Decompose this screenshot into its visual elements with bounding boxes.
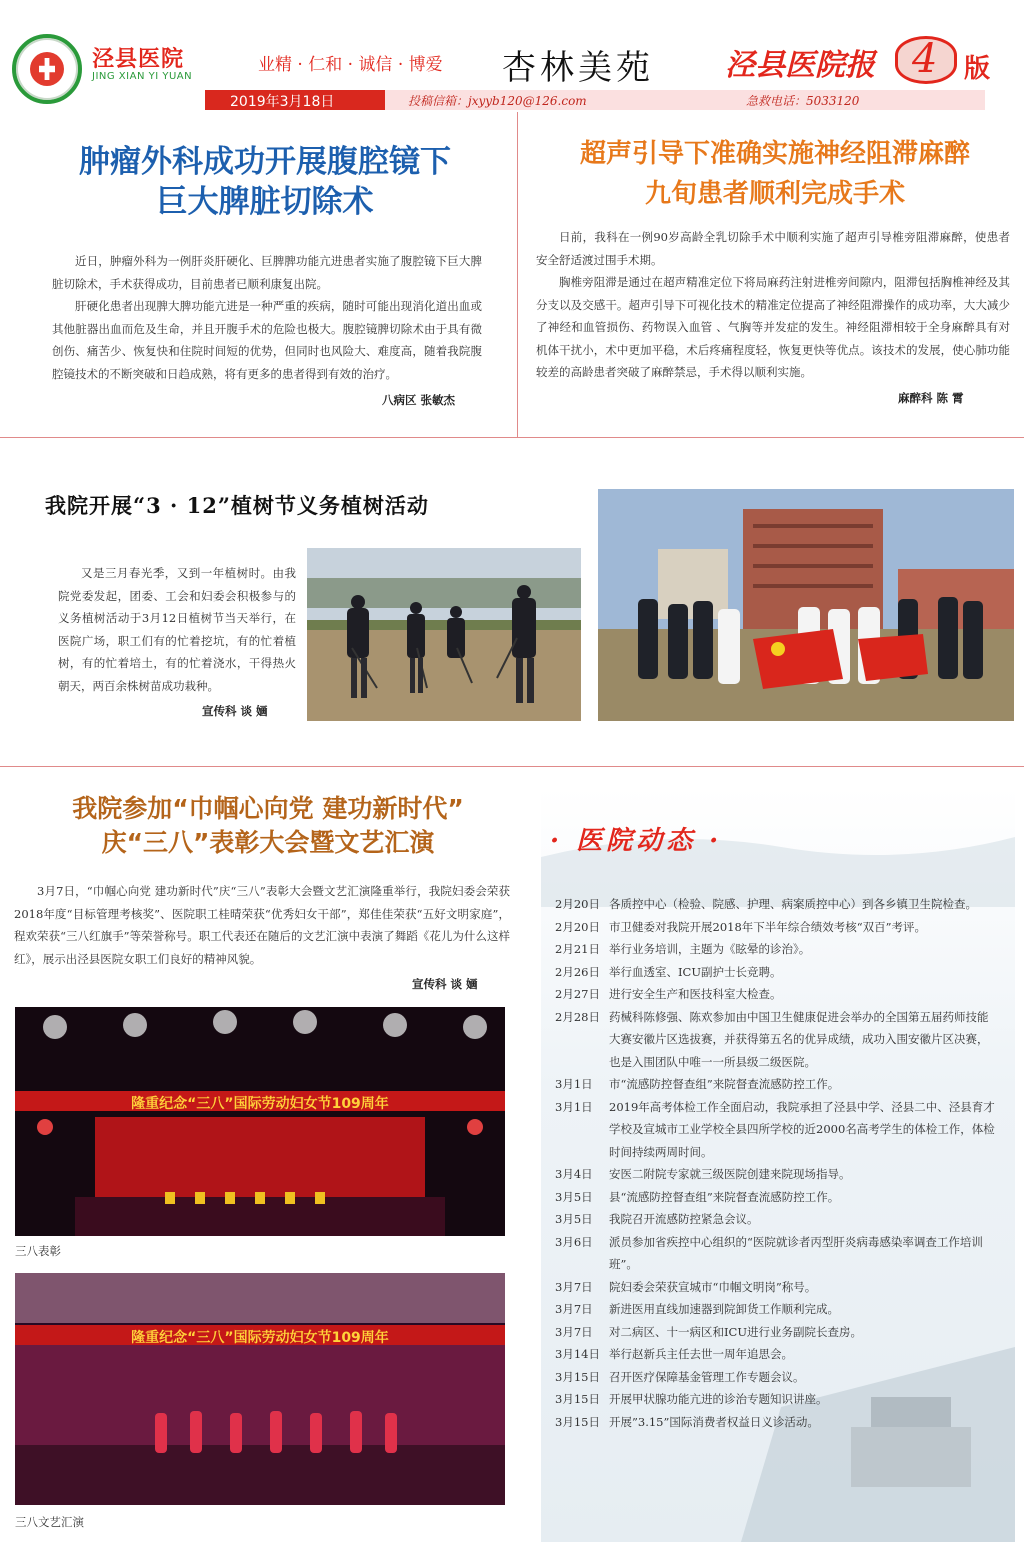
newspaper-name: 泾县医院报 — [725, 48, 875, 83]
performance-photo-caption: 三八文艺汇演 — [15, 1515, 84, 1529]
article4-title: 我院参加“巾帼心向党 建功新时代” 庆“三八”表彰大会暨文艺汇演 — [72, 794, 464, 857]
news-item-date: 3月6日 — [555, 1234, 593, 1249]
news-item-text: 举行赵新兵主任去世一周年追思会。 — [609, 1347, 793, 1361]
news-item — [555, 961, 995, 984]
news-item-date: 3月5日 — [555, 1212, 593, 1226]
news-item-date: 3月7日 — [555, 1324, 593, 1339]
news-item-text: 2019年高考体检工作全面启动，我院承担了泾县中学、泾县二中、泾县育才学校及宣城市工业学校全县四所学校的近2000名高考学生的体检工作，体检时间持续两周时间。 — [609, 1099, 995, 1159]
news-item-text: 派员参加省疾控中心组织的“医院就诊者丙型肝炎病毒感染率调查工作培训班”。 — [609, 1234, 983, 1271]
article1-byline: 八病区 张敏杰 — [382, 393, 456, 407]
article3-paragraph: 又是三月春光季，又到一年植树时。由我院党委发起，团委、工会和妇委会积极参与的义务植树活动于3月12日植树节当天举行，在医院广场，职工们有的忙着挖坑，有的忙着植树，有的忙着培土，有的忙着浇水，干得热火朝天，两百余株树苗成功栽种。 — [58, 566, 296, 693]
column-divider — [517, 112, 518, 437]
news-item-date: 2月26日 — [555, 964, 600, 979]
news-item-text: 市“流感防控督查组”来院督查流感防控工作。 — [609, 1077, 840, 1091]
article4-paragraph: 3月7日，“巾帼心向党 建功新时代”庆“三八”表彰大会暨文艺汇演隆重举行，我院妇委会荣获2018年度“目标管理考核奖”、医院职工桂晴荣获“优秀妇女干部”，郑佳佳荣获“五好文明家庭”，程欢荣获“三八红旗手”等荣誉称号。职工代表还在随后的文艺汇演中表演了舞蹈《花儿为什么这样红》，展示出泾县医院女职工们良好的精神风貌。 — [14, 884, 510, 966]
news-item-text: 对二病区、十一病区和ICU进行业务副院长查房。 — [609, 1324, 863, 1339]
news-item-text: 新进医用直线加速器到院卸货工作顺利完成。 — [609, 1302, 839, 1316]
performance-banner-text: 隆重纪念“三八”国际劳动妇女节109周年 — [131, 1330, 389, 1346]
news-item-text: 举行血透室、ICU副护士长竞聘。 — [609, 964, 782, 979]
news-item-date: 2月28日 — [555, 1009, 600, 1024]
news-item-text: 药械科陈修强、陈欢参加由中国卫生健康促进会举办的全国第五届药师技能大赛安徽片区选拔赛，并获得第五名的优异成绩，成功入围安徽片区决赛，也是入围团队中唯一一所县级二级医院。 — [609, 1009, 989, 1069]
news-item — [555, 1366, 995, 1389]
news-item — [555, 1231, 995, 1276]
article2-title: 超声引导下准确实施神经阻滞麻醉 九旬患者顺利完成手术 — [579, 139, 970, 209]
news-item-date: 2月20日 — [555, 897, 600, 911]
article4-byline: 宣传科 谈 婳 — [412, 977, 478, 991]
news-item-date: 3月1日 — [555, 1077, 593, 1091]
news-item-text: 各质控中心（检验、院感、护理、病案质控中心）到各乡镇卫生院检查。 — [609, 897, 977, 911]
news-item — [555, 1186, 995, 1209]
award-banner-text: 隆重纪念“三八”国际劳动妇女节109周年 — [131, 1096, 389, 1112]
article2-byline: 麻醉科 陈 霄 — [898, 391, 964, 405]
article1-paragraph: 近日，肿瘤外科为一例肝炎肝硬化、巨脾脾功能亢进患者实施了腹腔镜下巨大脾脏切除术，手术获得成功，目前患者已顺利康复出院。 — [52, 254, 482, 291]
news-item-date: 2月27日 — [555, 987, 600, 1001]
news-item-text: 我院召开流感防控紧急会议。 — [609, 1212, 759, 1226]
article1-paragraph: 肝硬化患者出现脾大脾功能亢进是一种严重的疾病，随时可能出现消化道出血或其他脏器出血而危及生命，并且开腹手术的危险也极大。腹腔镜脾切除术由于具有微创伤、痛苦少、恢复快和住院时间短的优势，但同时也风险大、难度高，随着我院腹腔镜技术的不断突破和日趋成熟，将有更多的患者得到有效的治疗。 — [52, 299, 482, 381]
news-item — [555, 1096, 995, 1164]
news-item-date: 3月7日 — [555, 1279, 593, 1294]
article3-body — [58, 562, 296, 697]
article2-body — [536, 226, 1010, 384]
news-item-text: 开展”3.15”国际消费者权益日义诊活动。 — [609, 1414, 819, 1429]
news-item-date: 3月1日 — [555, 1099, 593, 1114]
news-item-date: 3月5日 — [555, 1189, 593, 1204]
news-item-text: 开展甲状腺功能亢进的诊治专题知识讲座。 — [609, 1392, 828, 1406]
news-item — [555, 1006, 995, 1074]
article1-body — [52, 250, 482, 385]
news-item — [555, 1298, 995, 1321]
news-item-date: 2月20日 — [555, 919, 600, 934]
news-item-text: 院妇委会荣获宣城市“巾帼文明岗”称号。 — [609, 1279, 817, 1294]
tree-planting-group-scene — [598, 489, 1014, 721]
emergency-hotline: 急救电话：5033120 — [746, 94, 860, 108]
hospital-pinyin: JING XIAN YI YUAN — [92, 71, 193, 82]
tree-planting-photo-digging — [307, 548, 581, 721]
news-item-text: 安医二附院专家就三级医院创建来院现场指导。 — [609, 1167, 851, 1181]
edition-suffix: 版 — [964, 54, 991, 84]
news-item — [555, 938, 995, 961]
news-item — [555, 916, 995, 939]
hospital-name: 泾县医院 — [92, 47, 185, 72]
section-divider — [0, 437, 1024, 438]
news-item-text: 举行业务培训，主题为《眩晕的诊治》。 — [609, 942, 811, 956]
hospital-motto: 业精 · 仁和 · 诚信 · 博爱 — [258, 55, 443, 75]
article4-body — [14, 880, 510, 970]
issue-date: 2019年3月18日 — [230, 94, 335, 110]
news-list — [555, 893, 995, 1433]
award-ceremony-stage — [15, 1007, 505, 1236]
tree-planting-group-photo — [598, 489, 1014, 721]
news-item-date: 3月15日 — [555, 1392, 600, 1406]
news-item — [555, 1163, 995, 1186]
news-item — [555, 1343, 995, 1366]
edition-number: 4 — [912, 36, 938, 82]
news-item — [555, 1411, 995, 1434]
news-item-date: 3月15日 — [555, 1414, 600, 1429]
article3-title: 我院开展“3 · 12”植树节义务植树活动 — [45, 493, 429, 518]
news-item-text: 进行安全生产和医技科室大检查。 — [609, 987, 782, 1001]
section-divider — [0, 766, 1024, 767]
women-day-performance-photo — [15, 1273, 505, 1505]
news-section-title: · 医院动态 · — [550, 826, 723, 856]
news-item-date: 3月15日 — [555, 1369, 600, 1384]
hospital-logo — [12, 34, 82, 104]
news-item — [555, 1208, 995, 1231]
news-item-date: 3月4日 — [555, 1167, 593, 1181]
news-item-date: 3月7日 — [555, 1302, 593, 1316]
women-day-award-photo — [15, 1007, 505, 1236]
news-item — [555, 893, 995, 916]
submission-email: 投稿信箱：jxyyb120@126.com — [408, 94, 587, 108]
award-photo-caption: 三八表彰 — [15, 1244, 61, 1258]
article1-title: 肿瘤外科成功开展腹腔镜下 巨大脾脏切除术 — [79, 144, 451, 220]
article2-paragraph: 日前，我科在一例90岁高龄全乳切除手术中顺利实施了超声引导椎旁阻滞麻醉，使患者安全舒适渡过围手术期。 — [536, 230, 1010, 267]
news-item-date: 2月21日 — [555, 942, 600, 956]
column-name: 杏林美苑 — [502, 48, 654, 88]
dance-performance-stage — [15, 1273, 505, 1505]
article2-paragraph: 胸椎旁阻滞是通过在超声精准定位下将局麻药注射进椎旁间隙内，阻滞包括胸椎神经及其分支以及交感干。超声引导下可视化技术的精准定位提高了神经阻滞操作的成功率，大大减少了神经和血管损伤、药物误入血管 、气胸等并发症的发生。神经阻滞相较于全身麻醉具有对机体干扰小，术中更加平稳，术后疼痛程度轻，恢复更快等优点。该技术的发展，使心肺功能较差的高龄患者突破了麻醉禁忌，手术得以顺利实施。 — [536, 275, 1010, 379]
news-item-date: 3月14日 — [555, 1347, 600, 1361]
news-item — [555, 1321, 995, 1344]
news-item — [555, 1388, 995, 1411]
news-item-text: 市卫健委对我院开展2018年下半年综合绩效考核“双百”考评。 — [609, 919, 927, 934]
news-item — [555, 1073, 995, 1096]
article3-byline: 宣传科 谈 婳 — [202, 704, 268, 718]
news-item — [555, 983, 995, 1006]
tree-planting-digging-scene — [307, 548, 581, 721]
news-item — [555, 1276, 995, 1299]
news-item-text: 县“流感防控督查组”来院督查流感防控工作。 — [609, 1189, 840, 1204]
news-item-text: 召开医疗保障基金管理工作专题会议。 — [609, 1369, 805, 1384]
